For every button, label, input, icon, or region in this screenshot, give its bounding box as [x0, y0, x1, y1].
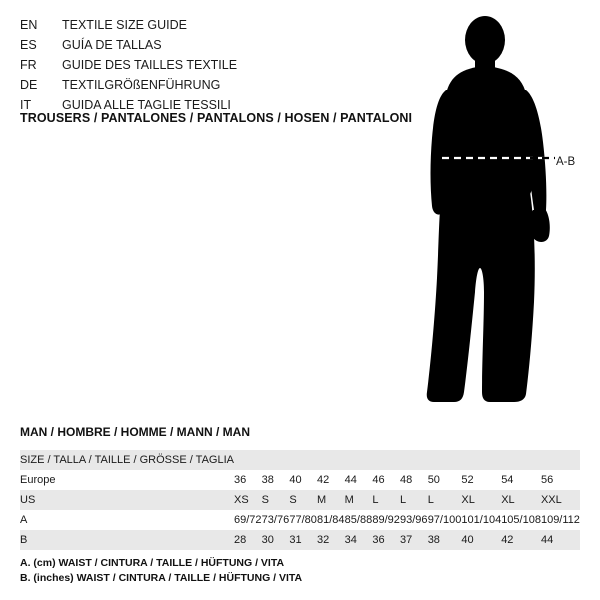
cell [461, 450, 501, 470]
cell: 40 [461, 530, 501, 550]
body-silhouette-figure [410, 10, 600, 410]
cell: 93/96 [400, 510, 428, 530]
cell: 38 [428, 530, 462, 550]
cell: 97/100 [428, 510, 462, 530]
cell [262, 450, 290, 470]
table-row [20, 450, 580, 470]
language-title: TEXTILE SIZE GUIDE [62, 18, 188, 32]
cell [345, 450, 373, 470]
table-row [20, 530, 580, 550]
cell [372, 450, 400, 470]
section-title: TROUSERS / PANTALONES / PANTALONS / HOSEN / PANTALONI [20, 111, 413, 125]
cell [234, 450, 262, 470]
cell: XL [501, 490, 541, 510]
cell: 85/88 [345, 510, 373, 530]
size-table [20, 450, 580, 550]
cell: XL [461, 490, 501, 510]
cell: S [262, 490, 290, 510]
measurement-notes [20, 556, 302, 586]
cell: 37 [400, 530, 428, 550]
cell: 42 [317, 470, 345, 490]
cell: M [317, 490, 345, 510]
cell: 54 [501, 470, 541, 490]
cell: 44 [541, 530, 580, 550]
cell: 30 [262, 530, 290, 550]
language-code: ES [20, 38, 37, 52]
cell: 109/112 [541, 510, 580, 530]
cell: XXL [541, 490, 580, 510]
row-label: US [20, 490, 234, 510]
cell: 40 [289, 470, 317, 490]
cell: 38 [262, 470, 290, 490]
cell: 105/108 [501, 510, 541, 530]
language-row [20, 75, 420, 95]
cell: L [428, 490, 462, 510]
cell: 28 [234, 530, 262, 550]
cell: M [345, 490, 373, 510]
note-a: A. (cm) WAIST / CINTURA / TAILLE / HÜFTUNG / VITA [20, 557, 285, 569]
cell: 101/104 [461, 510, 501, 530]
cell: 50 [428, 470, 462, 490]
language-code: FR [20, 58, 37, 72]
table-row [20, 510, 580, 530]
measure-label-ab: A-B [556, 156, 576, 168]
cell: 52 [461, 470, 501, 490]
cell: 69/72 [234, 510, 262, 530]
cell: S [289, 490, 317, 510]
cell: L [400, 490, 428, 510]
language-title: GUIDE DES TAILLES TEXTILE [62, 58, 238, 72]
language-row [20, 15, 420, 35]
cell: 46 [372, 470, 400, 490]
cell: 36 [234, 470, 262, 490]
language-code: DE [20, 78, 38, 92]
cell: 34 [345, 530, 373, 550]
language-code: IT [20, 98, 32, 112]
cell [400, 450, 428, 470]
language-title: GUÍA DE TALLAS [62, 38, 162, 52]
cell: 81/84 [317, 510, 345, 530]
cell: 77/80 [289, 510, 317, 530]
silhouette-svg [410, 10, 600, 410]
cell: 73/76 [262, 510, 290, 530]
cell: 48 [400, 470, 428, 490]
cell [501, 450, 541, 470]
cell: 44 [345, 470, 373, 490]
cell: 56 [541, 470, 580, 490]
cell: 42 [501, 530, 541, 550]
cell: L [372, 490, 400, 510]
row-label: SIZE / TALLA / TAILLE / GRÖSSE / TAGLIA [20, 450, 234, 470]
cell: 31 [289, 530, 317, 550]
table-group-title: MAN / HOMBRE / HOMME / MANN / MAN [20, 425, 250, 439]
row-label: B [20, 530, 234, 550]
table-row [20, 470, 580, 490]
cell: 89/92 [372, 510, 400, 530]
language-code: EN [20, 18, 38, 32]
cell: 32 [317, 530, 345, 550]
note-b: B. (inches) WAIST / CINTURA / TAILLE / HÜFTUNG / VITA [20, 572, 303, 584]
row-label: A [20, 510, 234, 530]
table-row [20, 490, 580, 510]
language-row [20, 55, 420, 75]
language-row [20, 35, 420, 55]
language-title: TEXTILGRÖßENFÜHRUNG [62, 78, 221, 92]
cell: XS [234, 490, 262, 510]
cell [317, 450, 345, 470]
cell [428, 450, 462, 470]
cell [289, 450, 317, 470]
language-header-list [20, 15, 420, 115]
cell: 36 [372, 530, 400, 550]
cell [541, 450, 580, 470]
row-label: Europe [20, 470, 234, 490]
language-title: GUIDA ALLE TAGLIE TESSILI [62, 98, 231, 112]
body-shape [427, 16, 550, 402]
